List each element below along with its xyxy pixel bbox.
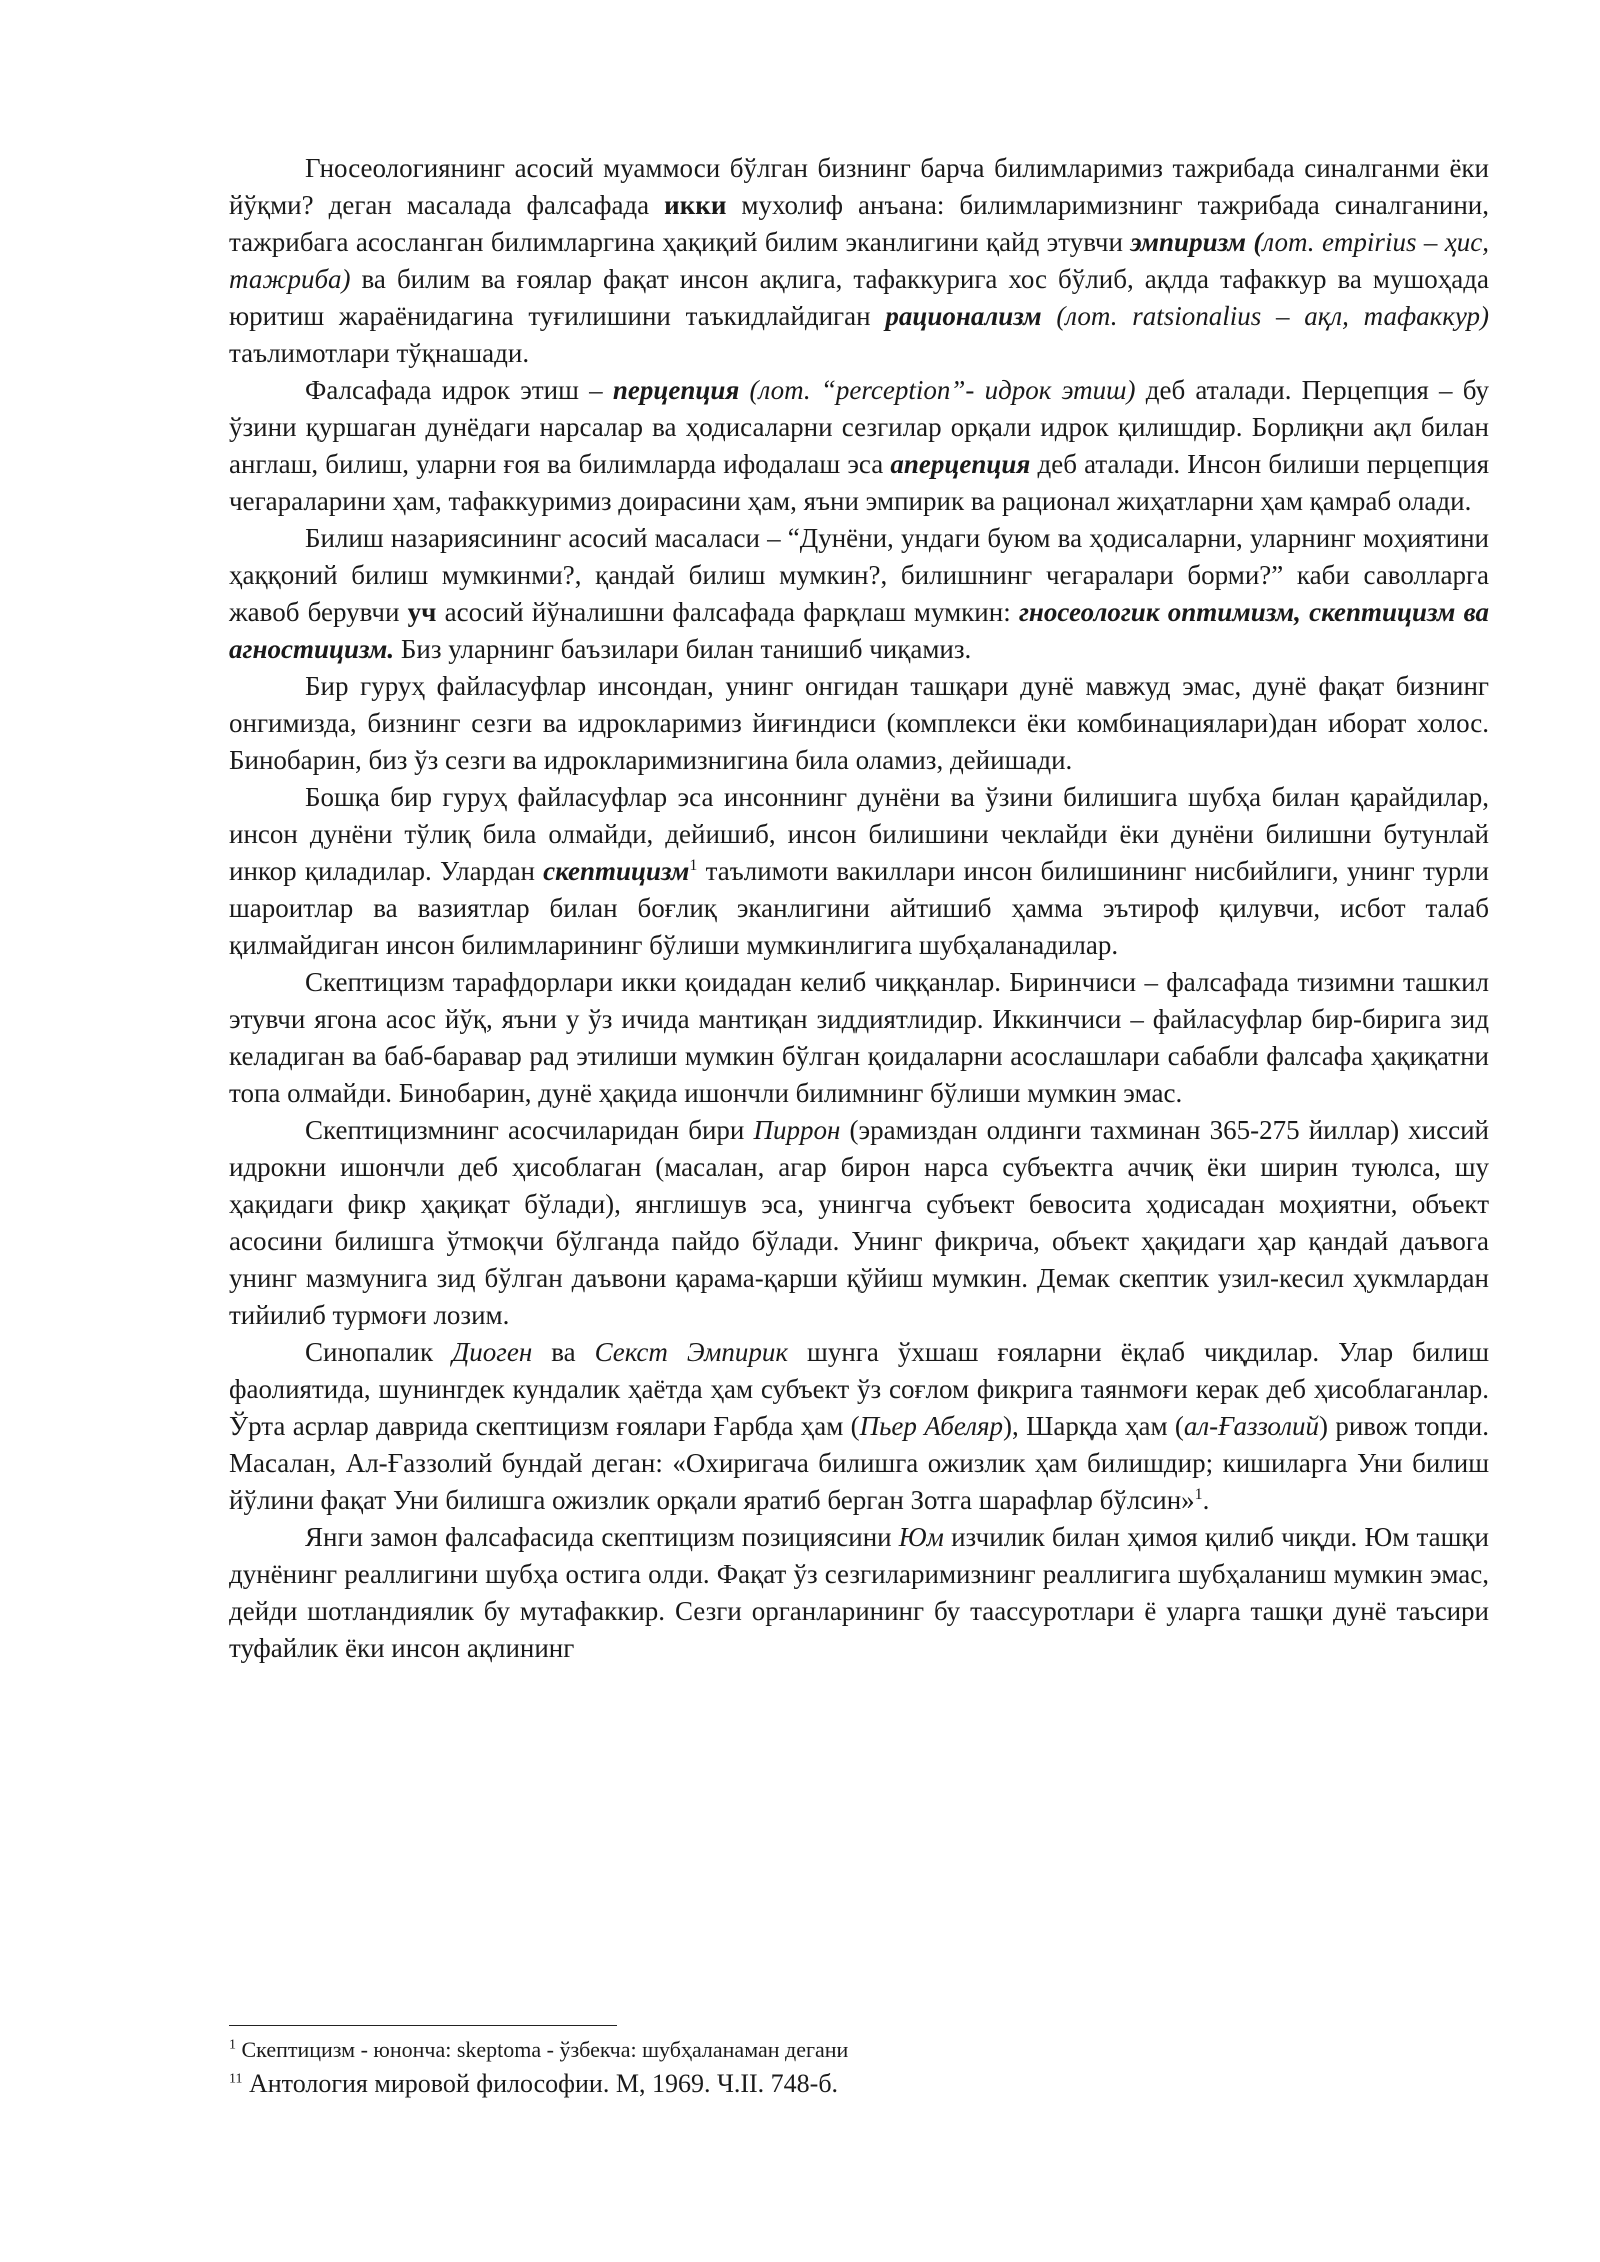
footnote-text: Антология мировой философии. М, 1969. Ч.II. 748-б. bbox=[242, 2069, 839, 2098]
text-segment: Билиш назариясининг асосий масаласи – “Дунёни, ундаги буюм ва ҳодисаларни, уларнинг моҳиятини ҳаққоний билиш мумкинми?, қандай билиш мумкин?, билишнинг чегаралари борми?” каби саволларга жавоб берувчи bbox=[229, 523, 1489, 627]
text-segment: (лот. ratsionalius – ақл, тафаккур) bbox=[1041, 301, 1489, 331]
text-segment: гносеологик оптимизм, скептицизм ва агностицизм. bbox=[229, 597, 1490, 664]
paragraph bbox=[229, 964, 1489, 1112]
text-segment: ал-Ғаззолий bbox=[1183, 1411, 1319, 1441]
text-segment: деб аталади. Инсон билиши перцепция чегараларини ҳам, тафаккуримиз доирасини ҳам, яъни эмпирик ва рационал жиҳатларни ҳам қамраб олади. bbox=[229, 449, 1489, 516]
text-segment: Пьер Абеляр bbox=[859, 1411, 1004, 1441]
text-segment: Скептицизмнинг асосчиларидан бири bbox=[305, 1115, 754, 1145]
footnote-1 bbox=[229, 2036, 1489, 2064]
paragraph bbox=[229, 520, 1489, 668]
text-segment: деб аталади. Перцепция – бу ўзини қуршаган дунёдаги нарсалар ва ҳодисаларни сезгилар орқали идрок қилишдир. Борлиқни ақл билан англаш, билиш, уларни ғоя ва билимларда ифодалаш эса bbox=[229, 375, 1489, 479]
footnote-reference: 1 bbox=[1194, 1486, 1203, 1503]
text-segment: аперцепция bbox=[890, 449, 1031, 479]
footnote-text: Скептицизм - юнонча: skeptoma - ўзбекча: шубҳаланаман дегани bbox=[236, 2037, 849, 2062]
text-segment: таълимотлари тўқнашади. bbox=[229, 338, 530, 368]
footnote-separator bbox=[229, 2025, 617, 2026]
paragraph bbox=[229, 1519, 1489, 1667]
text-segment: (лот. “perception”- идрок этиш) bbox=[739, 375, 1136, 405]
text-segment: рационализм bbox=[885, 301, 1042, 331]
text-segment: перцепция bbox=[612, 375, 740, 405]
text-segment: Юм bbox=[898, 1522, 944, 1552]
text-segment: лот. empirius – ҳис, тажриба) bbox=[229, 227, 1489, 294]
text-segment: Бошқа бир гуруҳ файласуфлар эса инсоннинг дунёни ва ўзини билишига шубҳа билан қарайдилар, инсон дунёни тўлиқ била олмайди, дейишиб, инсон билишини чеклайди ёки дунёни билишни бутунлай инкор қиладилар. Улардан bbox=[229, 782, 1489, 886]
text-segment: Фалсафада идрок этиш – bbox=[305, 375, 613, 405]
text-segment: мухолиф анъана: билимларимизнинг тажрибада синалганини, тажрибага асосланган билимларгина ҳақиқий билим эканлигини қайд этувчи bbox=[229, 190, 1489, 257]
text-segment: ва bbox=[532, 1337, 595, 1367]
text-segment: шунга ўхшаш ғояларни ёқлаб чиқдилар. Улар билиш фаолиятида, шунингдек кундалик ҳаётда ҳам субъект ўз соғлом фикрига таянмоғи керак деб ҳисоблаганлар. Ўрта асрлар даврида скептицизм ғоялари Ғарбда ҳам ( bbox=[229, 1337, 1489, 1441]
footnote-marker: 11 bbox=[229, 2071, 243, 2087]
text-segment: скептицизм bbox=[543, 856, 690, 886]
text-segment: таълимоти вакиллари инсон билишининг нисбийлиги, унинг турли шароитлар ва вазиятлар билан боғлиқ эканлигини айтишиб ҳамма эътироф қилувчи, исбот талаб қилмайдиган инсон билимларининг бўлиши мумкинлигига шубҳаланадилар. bbox=[229, 856, 1489, 960]
text-segment: Янги замон фалсафасида скептицизм позициясини bbox=[305, 1522, 899, 1552]
paragraph bbox=[229, 779, 1489, 964]
paragraph bbox=[229, 668, 1489, 779]
text-segment: Синопалик bbox=[305, 1337, 453, 1367]
paragraph bbox=[229, 372, 1489, 520]
text-segment: Биз уларнинг баъзилари билан танишиб чиқамиз. bbox=[394, 634, 972, 664]
text-segment: ), Шарқда ҳам ( bbox=[1003, 1411, 1184, 1441]
paragraph bbox=[229, 1112, 1489, 1334]
text-segment: ) ривож топди. Масалан, Ал-Ғаззолий бундай деган: «Охиригача билишга ожизлик ҳам билишдир; кишиларга Уни билиш йўлини фақат Уни билишга ожизлик орқали яратиб берган Зотга шарафлар бўлсин» bbox=[229, 1411, 1489, 1515]
text-segment: Диоген bbox=[452, 1337, 533, 1367]
text-segment: Бир гуруҳ файласуфлар инсондан, унинг онгидан ташқари дунё мавжуд эмас, дунё фақат бизнинг онгимизда, бизнинг сезги ва идрокларимиз йиғиндиси (комплекси ёки комбинациялари)дан иборат холос. Бинобарин, биз ўз сезги ва идрокларимизнигина била оламиз, дейишади. bbox=[229, 671, 1489, 775]
text-segment: Секст Эмпирик bbox=[594, 1337, 789, 1367]
body-text bbox=[229, 150, 1489, 1667]
text-segment: изчилик билан ҳимоя қилиб чиқди. Юм ташқи дунёнинг реаллигини шубҳа остига олди. Фақат ўз сезгиларимизнинг реаллигига шубҳаланиш мумкин эмас, дейди шотландиялик бу мутафаккир. Сезги органларининг бу таассуротлари ё уларга ташқи дунё таъсири туфайлик ёки инсон ақлининг bbox=[229, 1522, 1489, 1663]
text-segment: ва билим ва ғоялар фақат инсон ақлига, тафаккурига хос бўлиб, ақлда тафаккур ва мушоҳада юритиш жараёнидагина туғилишини таъкидлайдиган bbox=[229, 264, 1489, 331]
footnote-marker: 1 bbox=[229, 2037, 236, 2053]
text-segment: Пиррон bbox=[753, 1115, 841, 1145]
text-segment: уч bbox=[407, 597, 437, 627]
paragraph bbox=[229, 1334, 1489, 1519]
text-segment: Скептицизм тарафдорлари икки қоидадан келиб чиққанлар. Биринчиси – фалсафада тизимни ташкил этувчи ягона асос йўқ, яъни у ўз ичида мантиқан зиддиятлидир. Иккинчиси – файласуфлар бир-бирига зид келадиган ва баб-баравар рад этилиши мумкин бўлган қоидаларни асослашлари сабабли фалсафа ҳақиқатни топа олмайди. Бинобарин, дунё ҳақида ишончли билимнинг бўлиши мумкин эмас. bbox=[229, 967, 1489, 1108]
paragraph bbox=[229, 150, 1489, 372]
text-segment: Гносеологиянинг асосий муаммоси бўлган бизнинг барча билимларимиз тажрибада синалганми ёки йўқми? деган масалада фалсафада bbox=[229, 153, 1489, 220]
text-segment: эмпиризм ( bbox=[1130, 227, 1263, 257]
footnote-2 bbox=[229, 2068, 1489, 2100]
text-segment: . bbox=[1202, 1485, 1210, 1515]
text-segment: (эрамиздан олдинги тахминан 365-275 йиллар) хиссий идрокни ишончли деб ҳисоблаган (масалан, агар бирон нарса субъектга аччиқ ёки ширин туюлса, шу ҳақидаги фикр ҳақиқат бўлади), янглишув эса, унингча субъект бевосита ҳодисадан моҳиятни, объект асосини билишга ўтмоқчи бўлганда пайдо бўлади. Унинг фикрича, объект ҳақидаги ҳар қандай даъвога унинг мазмунига зид бўлган даъвони қарама-қарши қўйиш мумкин. Демак скептик узил-кесил ҳукмлардан тийилиб турмоғи лозим. bbox=[229, 1115, 1489, 1330]
text-segment: икки bbox=[664, 190, 727, 220]
footnote-reference: 1 bbox=[689, 857, 698, 874]
text-segment: асосий йўналишни фалсафада фарқлаш мумкин: bbox=[436, 597, 1019, 627]
